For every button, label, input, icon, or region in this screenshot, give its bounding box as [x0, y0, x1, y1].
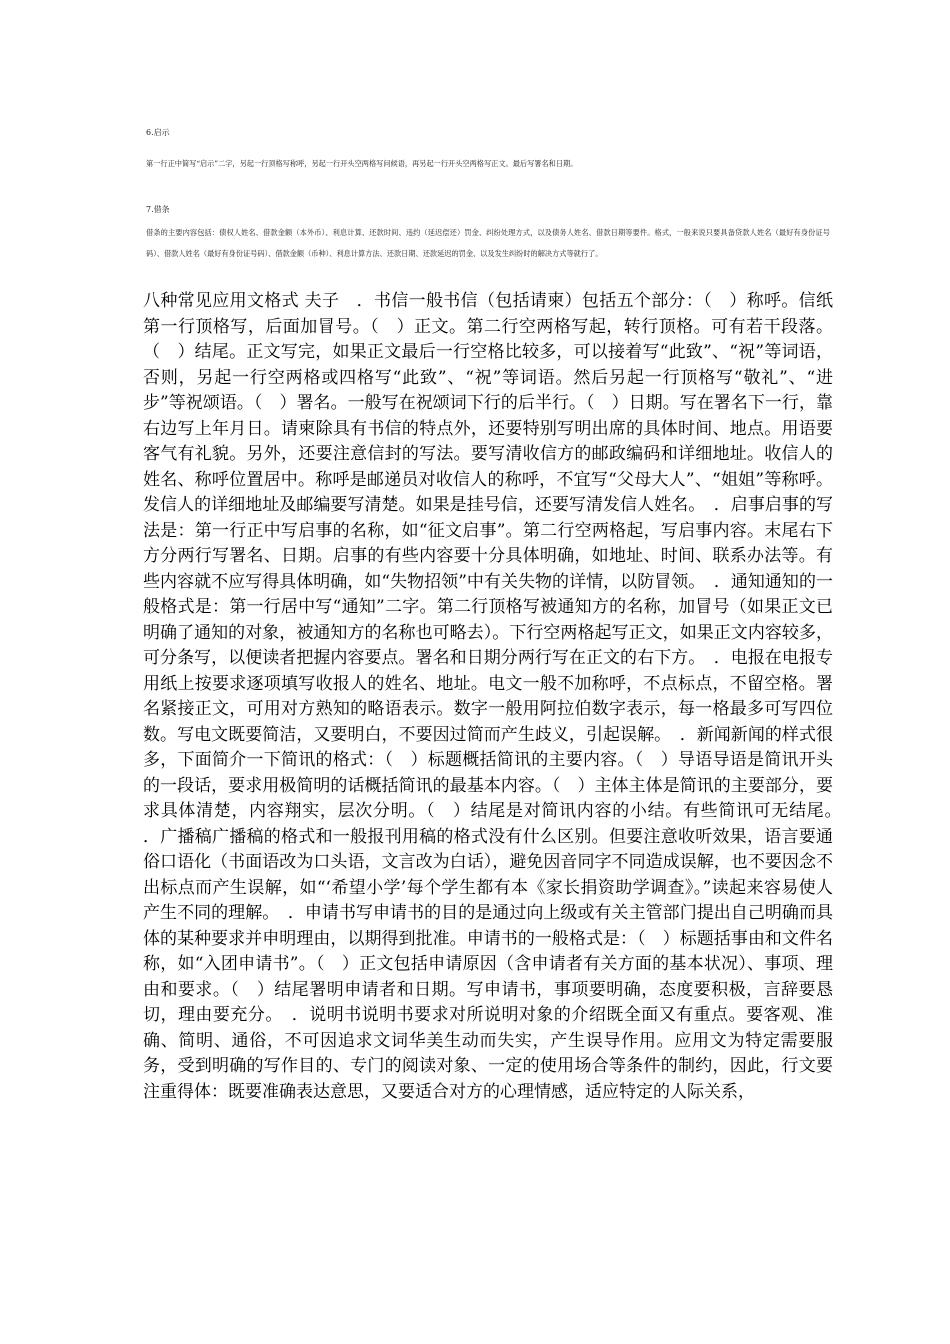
section-6-heading: 6.启示: [146, 128, 170, 137]
section-7: [146, 205, 830, 264]
section-6: [146, 128, 830, 174]
main-body-text: 八种常见应用文格式 夫子 ．书信一般书信（包括请柬）包括五个部分：（ ）称呼。信纸第一行顶格写，后面加冒号。（ ）正文。第二行空两格写起，转行顶格。可有若干段落。（ ）结尾。正文写完，如果正文最后一行空格比较多，可以接着写“此致”、“祝”等词语，否则，另起一行空两格或四格写“此致”、“祝”等词语。然后另起一行顶格写“敬礼”、“进步”等祝颂语。（ ）署名。一般写在祝颂词下行的后半行。（ ）日期。写在署名下一行，靠右边写上年月日。请柬除具有书信的特点外，还要特别写明出席的具体时间、地点。用语要客气有礼貌。另外，还要注意信封的写法。要写清收信方的邮政编码和详细地址。收信人的姓名、称呼位置居中。称呼是邮递员对收信人的称呼，不宜写“父母大人”、“姐姐”等称呼。发信人的详细地址及邮编要写清楚。如果是挂号信，还要写清发信人姓名。 ．启事启事的写法是：第一行正中写启事的名称，如“征文启事”。第二行空两格起，写启事内容。末尾右下方分两行写署名、日期。启事的有些内容要十分具体明确，如地址、时间、联系办法等。有些内容就不应写得具体明确，如“失物招领”中有关失物的详情，以防冒领。 ．通知通知的一般格式是：第一行居中写“通知”二字。第二行顶格写被通知方的名称，加冒号（如果正文已明确了通知的对象，被通知方的名称也可略去）。下行空两格起写正文，如果正文内容较多，可分条写，以便读者把握内容要点。署名和日期分两行写在正文的右下方。 ．电报在电报专用纸上按要求逐项填写收报人的姓名、地址。电文一般不加称呼，不点标点，不留空格。署名紧接正文，可用对方熟知的略语表示。数字一般用阿拉伯数字表示，每一格最多可写四位数。写电文既要简洁，又要明白，不要因过简而产生歧义，引起误解。 ．新闻新闻的样式很多，下面简介一下简讯的格式：（ ）标题概括简讯的主要内容。（ ）导语导语是简讯开头的一段话，要求用极简明的话概括简讯的最基本内容。（ ）主体主体是简讯的主要部分，要求具体清楚，内容翔实，层次分明。（ ）结尾是对简讯内容的小结。有些简讯可无结尾。 ．广播稿广播稿的格式和一般报刊用稿的格式没有什么区别。但要注意收听效果，语言要通俗口语化（书面语改为口头语，文言改为白话），避免因音同字不同造成误解，也不要因念不出标点而产生误解，如“‘希望小学’每个学生都有本《家长捐资助学调查》。”读起来容易使人产生不同的理解。 ．申请书写申请书的目的是通过向上级或有关主管部门提出自己明确而具体的某种要求并申明理由，以期得到批准。申请书的一般格式是：（ ）标题括事由和文件名称，如“入团申请书”。（ ）正文包括申请原因（含申请者有关方面的基本状况）、事项、理由和要求。（ ）结尾署明申请者和日期。写申请书，事项要明确，态度要积极，言辞要恳切，理由要充分。 ．说明书说明书要求对所说明对象的介绍既全面又有重点。要客观、准确、简明、通俗，不可因追求文词华美生动而失实，产生误导作用。应用文为特定需要服务，受到明确的写作目的、专门的阅读对象、一定的使用场合等条件的制约，因此，行文要注重得体：既要准确表达意思，又要适合对方的心理情感，适应特定的人际关系，: [143, 291, 850, 1102]
section-6-text: 第一行正中简写“启示”二字，另起一行顶格写称呼，另起一行开头空两格写问候语，再另起一行开头空两格写正文。最后写署名和日期。: [146, 159, 578, 168]
section-7-heading: 7.借条: [146, 205, 170, 214]
section-7-text: 借条的主要内容包括：债权人姓名、借款金额（本外币）、利息计算、还款时间、违约（延迟偿还）罚金、纠纷处理方式，以及债务人姓名、借款日期等要件。格式，一般来说只要具备贷款人姓名（最好有身份证号码）、借款人姓名（最好有身份证号码）、借款金额（币种）、利息计算方法、还款日期、还款延迟的罚金、以及发生纠纷时的解决方式等就行了。: [146, 228, 830, 258]
